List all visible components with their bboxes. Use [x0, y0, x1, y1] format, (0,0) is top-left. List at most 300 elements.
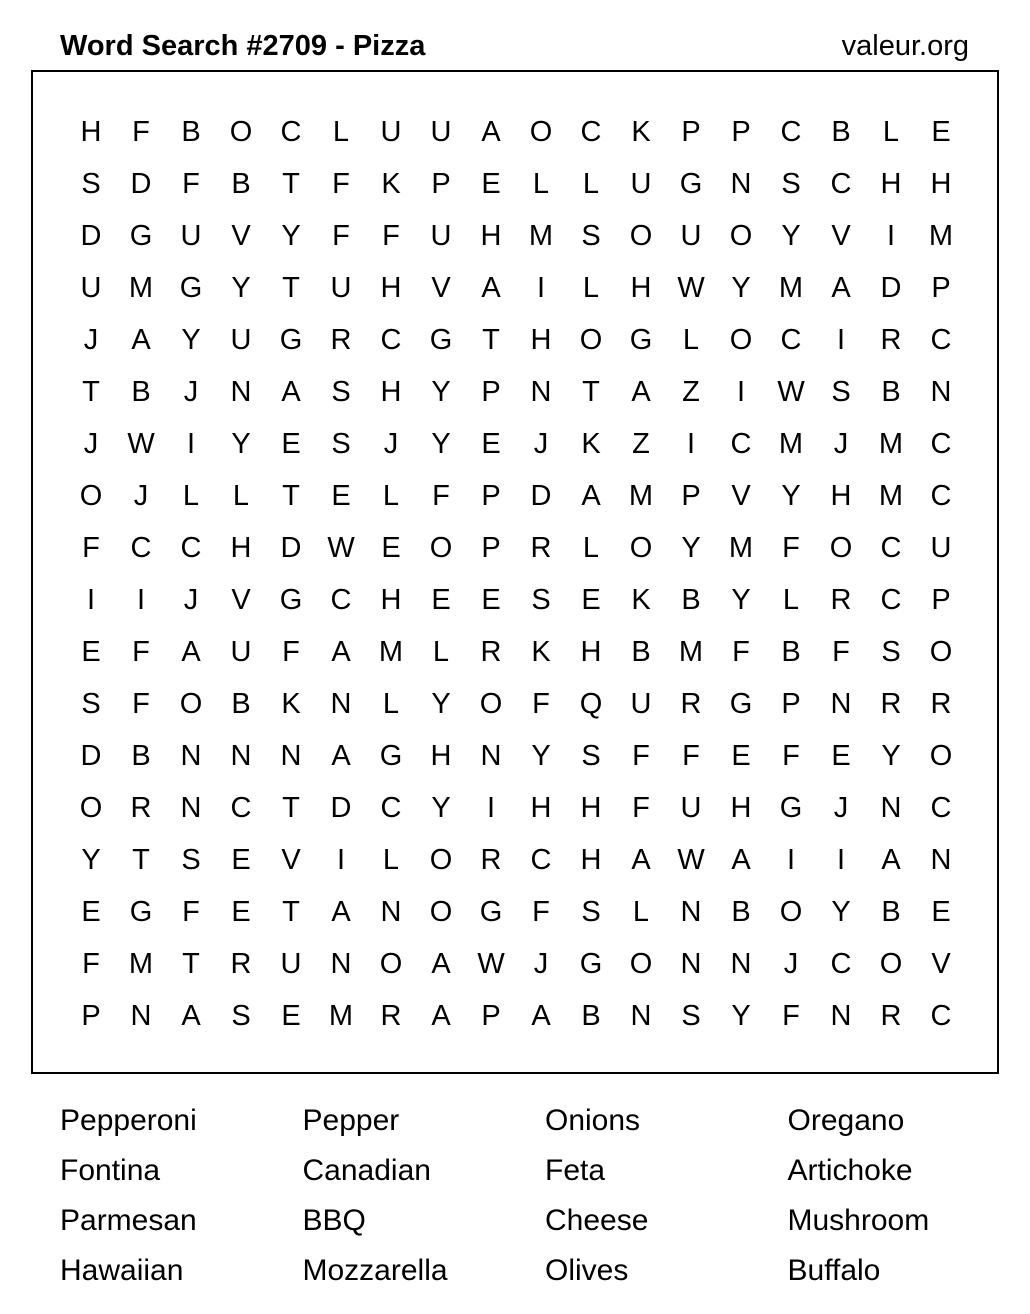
grid-letter: A: [481, 115, 501, 148]
grid-letter: E: [731, 739, 751, 772]
grid-letter: O: [879, 947, 903, 980]
grid-letter: C: [830, 167, 852, 200]
grid-letter: S: [81, 167, 101, 200]
grid-letter: B: [181, 115, 201, 148]
grid-letter: C: [930, 427, 952, 460]
grid-letter: W: [127, 427, 155, 460]
grid-letter: O: [429, 843, 453, 876]
grid-letter: M: [128, 271, 154, 304]
grid-letter: H: [380, 583, 402, 616]
grid-letter: N: [680, 947, 702, 980]
grid-letter: E: [431, 583, 451, 616]
grid-letter: A: [881, 843, 901, 876]
grid-letter: C: [230, 791, 252, 824]
grid-letter: C: [130, 531, 152, 564]
grid-letter: J: [833, 791, 849, 824]
grid-letter: R: [480, 843, 502, 876]
grid-letter: W: [677, 271, 705, 304]
grid-letter: G: [629, 323, 653, 356]
grid-letter: M: [528, 219, 554, 252]
grid-letter: Y: [231, 271, 251, 304]
grid-letter: M: [778, 271, 804, 304]
grid-letter: F: [182, 895, 200, 928]
grid-letter: U: [380, 115, 402, 148]
grid-letter: L: [632, 895, 650, 928]
grid-letter: R: [530, 531, 552, 564]
grid-letter: S: [531, 583, 551, 616]
grid-letter: L: [582, 271, 600, 304]
grid-letter: F: [82, 947, 100, 980]
grid-letter: G: [379, 739, 403, 772]
page-title: Word Search #2709 - Pizza: [60, 30, 426, 62]
grid-letter: N: [480, 739, 502, 772]
grid-letter: O: [629, 531, 653, 564]
grid-letter: N: [730, 167, 752, 200]
grid-letter: H: [430, 739, 452, 772]
grid-letter: L: [582, 167, 600, 200]
grid-letter: G: [129, 895, 153, 928]
word-list: [60, 1096, 1030, 1296]
grid-letter: S: [231, 999, 251, 1032]
letter-grid: [66, 106, 966, 1042]
grid-letter: E: [281, 999, 301, 1032]
grid-letter: O: [179, 687, 203, 720]
grid-letter: Y: [731, 271, 751, 304]
grid-letter: G: [679, 167, 703, 200]
grid-letter: P: [681, 479, 701, 512]
grid-letter: I: [186, 427, 196, 460]
grid-letter: O: [379, 947, 403, 980]
grid-letter: F: [332, 167, 350, 200]
grid-letter: K: [281, 687, 301, 720]
grid-letter: A: [331, 635, 351, 668]
grid-letter: P: [681, 115, 701, 148]
grid-letter: B: [131, 375, 151, 408]
grid-letter: D: [880, 271, 902, 304]
grid-letter: S: [581, 219, 601, 252]
grid-letter: S: [331, 375, 351, 408]
grid-letter: I: [836, 323, 846, 356]
grid-letter: F: [532, 895, 550, 928]
grid-letter: R: [230, 947, 252, 980]
word-list-item: Pepper: [302, 1104, 400, 1137]
grid-letter: N: [230, 739, 252, 772]
grid-letter: O: [779, 895, 803, 928]
grid-letter: M: [878, 479, 904, 512]
grid-letter: B: [781, 635, 801, 668]
grid-letter: E: [481, 583, 501, 616]
grid-letter: C: [880, 583, 902, 616]
grid-letter: Y: [431, 427, 451, 460]
grid-letter: C: [180, 531, 202, 564]
grid-letter: U: [680, 219, 702, 252]
grid-letter: N: [180, 739, 202, 772]
grid-letter: P: [481, 375, 501, 408]
grid-letter: Y: [431, 687, 451, 720]
grid-letter: C: [780, 115, 802, 148]
grid-letter: E: [231, 843, 251, 876]
grid-letter: L: [232, 479, 250, 512]
grid-letter: C: [780, 323, 802, 356]
grid-letter: S: [331, 427, 351, 460]
word-list-item: Fontina: [60, 1154, 161, 1187]
grid-letter: M: [378, 635, 404, 668]
grid-letter: A: [581, 479, 601, 512]
grid-letter: U: [630, 167, 652, 200]
grid-letter: S: [881, 635, 901, 668]
grid-letter: B: [581, 999, 601, 1032]
grid-letter: L: [382, 479, 400, 512]
grid-letter: U: [80, 271, 102, 304]
grid-letter: M: [928, 219, 954, 252]
grid-letter: T: [182, 947, 200, 980]
grid-letter: Z: [632, 427, 650, 460]
grid-letter: S: [581, 895, 601, 928]
grid-letter: G: [479, 895, 503, 928]
grid-letter: B: [231, 167, 251, 200]
grid-letter: F: [82, 531, 100, 564]
grid-letter: F: [382, 219, 400, 252]
grid-letter: U: [330, 271, 352, 304]
grid-letter: F: [632, 791, 650, 824]
grid-letter: Z: [682, 375, 700, 408]
grid-letter: R: [480, 635, 502, 668]
grid-letter: N: [380, 895, 402, 928]
grid-letter: F: [632, 739, 650, 772]
grid-letter: E: [931, 895, 951, 928]
grid-letter: O: [79, 791, 103, 824]
grid-letter: R: [880, 999, 902, 1032]
grid-letter: T: [282, 271, 300, 304]
grid-letter: C: [930, 479, 952, 512]
grid-letter: E: [381, 531, 401, 564]
grid-letter: I: [836, 843, 846, 876]
grid-letter: K: [381, 167, 401, 200]
grid-letter: S: [581, 739, 601, 772]
grid-letter: L: [782, 583, 800, 616]
grid-letter: F: [832, 635, 850, 668]
grid-letter: P: [431, 167, 451, 200]
grid-letter: R: [830, 583, 852, 616]
grid-letter: A: [131, 323, 151, 356]
grid-letter: V: [231, 583, 251, 616]
grid-letter: U: [230, 635, 252, 668]
grid-letter: O: [479, 687, 503, 720]
word-list-item: Buffalo: [787, 1254, 881, 1287]
grid-letter: G: [279, 323, 303, 356]
grid-letter: M: [878, 427, 904, 460]
word-list-item: Onions: [545, 1104, 641, 1137]
grid-letter: M: [328, 999, 354, 1032]
grid-letter: V: [731, 479, 751, 512]
grid-letter: P: [931, 583, 951, 616]
grid-letter: T: [132, 843, 150, 876]
grid-letter: J: [783, 947, 799, 980]
grid-letter: Y: [881, 739, 901, 772]
grid-letter: I: [736, 375, 746, 408]
grid-letter: C: [580, 115, 602, 148]
word-list-item: Cheese: [545, 1204, 649, 1237]
grid-letter: R: [380, 999, 402, 1032]
grid-letter: Y: [731, 999, 751, 1032]
grid-letter: A: [431, 999, 451, 1032]
word-list-item: Mozzarella: [302, 1254, 448, 1287]
grid-letter: P: [931, 271, 951, 304]
grid-letter: W: [677, 843, 705, 876]
grid-letter: C: [280, 115, 302, 148]
grid-letter: A: [531, 999, 551, 1032]
word-list-item: Artichoke: [787, 1154, 913, 1187]
grid-letter: R: [680, 687, 702, 720]
grid-letter: F: [782, 531, 800, 564]
grid-letter: Y: [531, 739, 551, 772]
grid-letter: M: [678, 635, 704, 668]
grid-letter: E: [281, 427, 301, 460]
grid-letter: V: [281, 843, 301, 876]
grid-letter: G: [129, 219, 153, 252]
grid-letter: N: [930, 375, 952, 408]
grid-letter: J: [383, 427, 399, 460]
grid-letter: R: [880, 687, 902, 720]
grid-letter: D: [80, 739, 102, 772]
word-list-item: Canadian: [302, 1154, 431, 1187]
grid-letter: N: [330, 947, 352, 980]
grid-letter: A: [181, 635, 201, 668]
grid-letter: O: [929, 739, 953, 772]
grid-letter: I: [686, 427, 696, 460]
grid-letter: E: [831, 739, 851, 772]
grid-letter: M: [128, 947, 154, 980]
grid-letter: O: [629, 947, 653, 980]
grid-letter: D: [280, 531, 302, 564]
grid-letter: K: [581, 427, 601, 460]
grid-letter: I: [486, 791, 496, 824]
grid-letter: N: [930, 843, 952, 876]
grid-letter: F: [182, 167, 200, 200]
grid-letter: F: [132, 635, 150, 668]
grid-letter: S: [181, 843, 201, 876]
grid-letter: F: [132, 115, 150, 148]
grid-letter: Y: [431, 791, 451, 824]
grid-letter: I: [786, 843, 796, 876]
grid-letter: Y: [431, 375, 451, 408]
grid-letter: T: [282, 167, 300, 200]
grid-letter: O: [229, 115, 253, 148]
grid-letter: S: [81, 687, 101, 720]
grid-letter: N: [280, 739, 302, 772]
grid-letter: H: [530, 323, 552, 356]
grid-letter: W: [327, 531, 355, 564]
grid-letter: H: [580, 635, 602, 668]
grid-letter: A: [831, 271, 851, 304]
word-list-item: Feta: [545, 1154, 606, 1187]
grid-letter: L: [532, 167, 550, 200]
grid-letter: R: [880, 323, 902, 356]
grid-letter: E: [231, 895, 251, 928]
word-list-item: Pepperoni: [60, 1104, 197, 1137]
grid-letter: K: [531, 635, 551, 668]
grid-letter: P: [481, 479, 501, 512]
grid-letter: F: [532, 687, 550, 720]
grid-letter: O: [629, 219, 653, 252]
grid-letter: O: [429, 895, 453, 928]
grid-letter: O: [79, 479, 103, 512]
grid-letter: C: [330, 583, 352, 616]
grid-letter: D: [330, 791, 352, 824]
grid-letter: E: [481, 167, 501, 200]
grid-letter: N: [180, 791, 202, 824]
grid-letter: P: [481, 531, 501, 564]
grid-letter: D: [80, 219, 102, 252]
grid-letter: L: [332, 115, 350, 148]
grid-letter: B: [831, 115, 851, 148]
grid-letter: J: [533, 427, 549, 460]
grid-letter: F: [132, 687, 150, 720]
grid-letter: F: [782, 739, 800, 772]
grid-letter: J: [183, 375, 199, 408]
grid-letter: U: [180, 219, 202, 252]
grid-letter: T: [482, 323, 500, 356]
grid-letter: A: [731, 843, 751, 876]
grid-letter: E: [931, 115, 951, 148]
grid-letter: C: [830, 947, 852, 980]
grid-letter: O: [929, 635, 953, 668]
grid-letter: H: [930, 167, 952, 200]
grid-letter: H: [880, 167, 902, 200]
grid-letter: L: [382, 843, 400, 876]
grid-letter: H: [380, 375, 402, 408]
grid-letter: O: [529, 115, 553, 148]
grid-letter: R: [130, 791, 152, 824]
grid-letter: C: [930, 791, 952, 824]
grid-letter: R: [930, 687, 952, 720]
grid-letter: B: [131, 739, 151, 772]
grid-letter: N: [330, 687, 352, 720]
grid-letter: W: [777, 375, 805, 408]
grid-letter: T: [582, 375, 600, 408]
grid-letter: N: [680, 895, 702, 928]
grid-letter: C: [380, 791, 402, 824]
grid-letter: F: [682, 739, 700, 772]
grid-letter: S: [781, 167, 801, 200]
grid-letter: P: [81, 999, 101, 1032]
grid-letter: Y: [831, 895, 851, 928]
grid-letter: Q: [579, 687, 603, 720]
grid-letter: O: [579, 323, 603, 356]
grid-letter: F: [732, 635, 750, 668]
grid-letter: H: [80, 115, 102, 148]
grid-letter: U: [680, 791, 702, 824]
grid-letter: K: [631, 583, 651, 616]
grid-letter: J: [83, 427, 99, 460]
grid-letter: N: [530, 375, 552, 408]
grid-letter: A: [631, 843, 651, 876]
grid-letter: M: [628, 479, 654, 512]
grid-letter: L: [882, 115, 900, 148]
grid-letter: A: [281, 375, 301, 408]
grid-letter: J: [833, 427, 849, 460]
grid-letter: I: [336, 843, 346, 876]
grid-letter: G: [279, 583, 303, 616]
grid-letter: H: [380, 271, 402, 304]
grid-letter: U: [930, 531, 952, 564]
grid-letter: F: [782, 999, 800, 1032]
grid-letter: Y: [731, 583, 751, 616]
word-list-item: Hawaiian: [60, 1254, 184, 1287]
grid-letter: W: [477, 947, 505, 980]
grid-letter: E: [581, 583, 601, 616]
grid-letter: A: [481, 271, 501, 304]
grid-letter: V: [931, 947, 951, 980]
grid-letter: Y: [231, 427, 251, 460]
grid-letter: O: [729, 323, 753, 356]
grid-letter: Y: [681, 531, 701, 564]
grid-letter: F: [432, 479, 450, 512]
grid-letter: D: [130, 167, 152, 200]
grid-letter: D: [530, 479, 552, 512]
grid-letter: L: [382, 687, 400, 720]
grid-letter: J: [183, 583, 199, 616]
grid-letter: C: [930, 323, 952, 356]
grid-letter: G: [729, 687, 753, 720]
grid-letter: S: [681, 999, 701, 1032]
grid-letter: P: [781, 687, 801, 720]
grid-letter: V: [831, 219, 851, 252]
grid-letter: E: [481, 427, 501, 460]
puzzle-grid-frame: [31, 70, 999, 1074]
grid-letter: L: [682, 323, 700, 356]
grid-letter: N: [630, 999, 652, 1032]
grid-letter: A: [431, 947, 451, 980]
grid-letter: G: [179, 271, 203, 304]
grid-letter: G: [579, 947, 603, 980]
grid-letter: J: [133, 479, 149, 512]
grid-letter: C: [530, 843, 552, 876]
grid-letter: K: [631, 115, 651, 148]
grid-letter: H: [530, 791, 552, 824]
grid-letter: Y: [181, 323, 201, 356]
grid-letter: U: [430, 115, 452, 148]
grid-letter: V: [231, 219, 251, 252]
grid-letter: E: [81, 895, 101, 928]
grid-letter: Y: [781, 479, 801, 512]
grid-letter: B: [881, 895, 901, 928]
grid-letter: R: [330, 323, 352, 356]
grid-letter: I: [136, 583, 146, 616]
grid-letter: H: [580, 791, 602, 824]
grid-letter: T: [282, 895, 300, 928]
grid-letter: G: [429, 323, 453, 356]
grid-letter: E: [331, 479, 351, 512]
grid-letter: P: [481, 999, 501, 1032]
word-list-item: BBQ: [302, 1204, 366, 1237]
grid-letter: B: [881, 375, 901, 408]
grid-letter: M: [728, 531, 754, 564]
grid-letter: S: [831, 375, 851, 408]
grid-letter: H: [230, 531, 252, 564]
grid-letter: N: [880, 791, 902, 824]
grid-letter: H: [580, 843, 602, 876]
grid-letter: B: [681, 583, 701, 616]
grid-letter: I: [886, 219, 896, 252]
word-list-item: Parmesan: [60, 1204, 197, 1237]
grid-letter: G: [779, 791, 803, 824]
grid-letter: C: [380, 323, 402, 356]
grid-letter: U: [630, 687, 652, 720]
grid-letter: L: [432, 635, 450, 668]
grid-letter: H: [730, 791, 752, 824]
word-list-item: Oregano: [787, 1104, 905, 1137]
